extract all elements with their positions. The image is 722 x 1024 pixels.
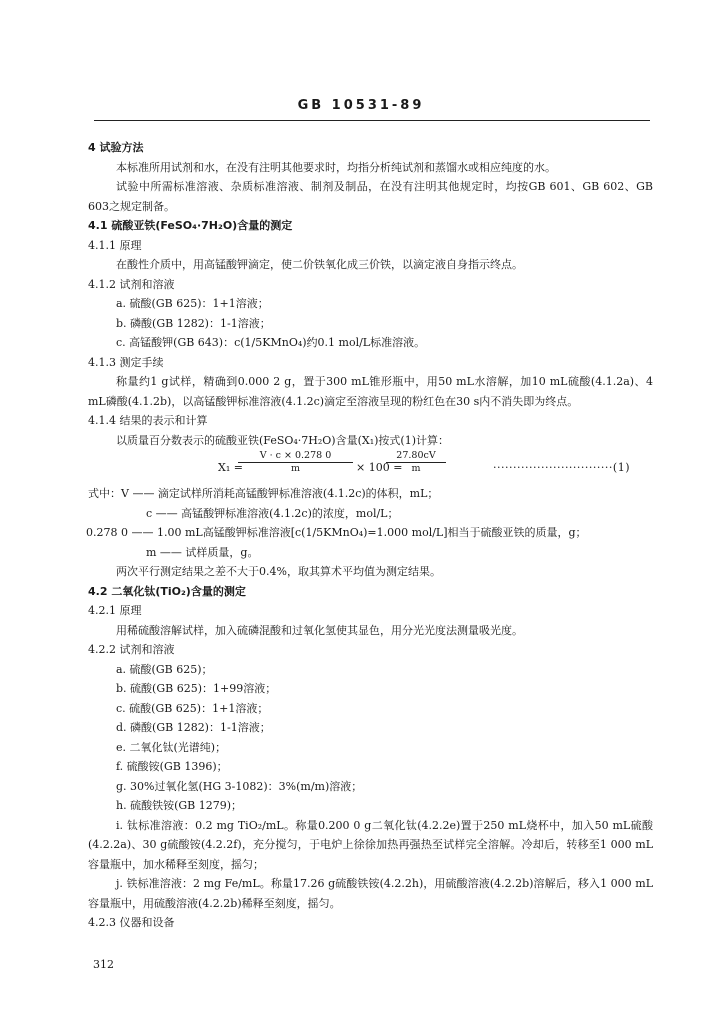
subsection-heading: 4.1.2 试剂和溶液 bbox=[88, 277, 175, 291]
list-item: i. 钛标准溶液：0.2 mg TiO₂/mL。称量0.200 0 g二氧化钛(4.2.2e)置于250 mL烧杯中，加入50 mL硫酸(4.2.2a)、30 g硫酸铵(4.2.2f)，充分搅匀，于电炉上徐徐加热再强热至试样完全溶解。冷却后，转移至1 000 mL容量瓶中，加水稀释至刻度，摇匀； bbox=[88, 818, 653, 871]
paragraph: 以质量百分数表示的硫酸亚铁(FeSO₄·7H₂O)含量(X₁)按式(1)计算： bbox=[116, 433, 450, 447]
formula-mid: × 100 = bbox=[356, 461, 403, 474]
where-line: c —— 高锰酸钾标准溶液(4.1.2c)的浓度，mol/L； bbox=[146, 506, 399, 520]
paragraph: 在酸性介质中，用高锰酸钾滴定，使二价铁氧化成三价铁，以滴定液自身指示终点。 bbox=[116, 258, 523, 271]
where-line: 式中：V —— 滴定试样所消耗高锰酸钾标准溶液(4.1.2c)的体积，mL； bbox=[88, 487, 439, 500]
paragraph: 称量约1 g试样，精确到0.000 2 g，置于300 mL锥形瓶中，用50 mL水溶解，加10 mL硫酸(4.1.2a)、4 mL磷酸(4.1.2b)，以高锰酸钾标准溶液(4.1.2c)滴定至溶液呈现的粉红色在30 s内不消失即为终点。 bbox=[88, 375, 653, 408]
subsection-heading: 4.2.2 试剂和溶液 bbox=[88, 643, 175, 656]
list-item: j. 铁标准溶液：2 mg Fe/mL。称量17.26 g硫酸铁铵(4.2.2h)，用硫酸溶液(4.2.2b)溶解后，移入1 000 mL容量瓶中，用硫酸溶液(4.2.2b)稀释至刻度，摇匀。 bbox=[88, 877, 653, 910]
formula bbox=[88, 450, 653, 484]
formula-tag: ······························(1) bbox=[493, 461, 630, 474]
paragraph: 用稀硫酸溶解试样，加入硫磷混酸和过氧化氢使其显色，用分光光度法测量吸光度。 bbox=[116, 623, 523, 637]
where-line: 0.278 0 —— 1.00 mL高锰酸钾标准溶液[c(1/5KMnO₄)=1.000 mol/L]相当于硫酸亚铁的质量，g； bbox=[86, 526, 587, 539]
list-item: a. 硫酸(GB 625)； bbox=[116, 662, 213, 676]
list-item: e. 二氧化钛(光谱纯)； bbox=[116, 740, 227, 754]
paragraph: 两次平行测定结果之差不大于0.4%，取其算术平均值为测定结果。 bbox=[116, 565, 441, 578]
list-item: g. 30%过氧化氢(HG 3-1082)：3%(m/m)溶液； bbox=[116, 779, 363, 793]
formula-denominator: m bbox=[290, 463, 300, 474]
subsection-heading: 4.2.1 原理 bbox=[88, 604, 142, 617]
subsection-heading: 4.1.4 结果的表示和计算 bbox=[88, 414, 208, 427]
section-heading-4: 4 试验方法 bbox=[88, 141, 144, 154]
section-heading-4-1: 4.1 硫酸亚铁(FeSO₄·7H₂O)含量的测定 bbox=[88, 219, 293, 232]
list-item: b. 磷酸(GB 1282)：1-1溶液； bbox=[116, 316, 271, 330]
list-item: c. 高锰酸钾(GB 643)：c(1/5KMnO₄)约0.1 mol/L标准溶液。 bbox=[116, 336, 426, 349]
formula-numerator: V · c × 0.278 0 bbox=[238, 450, 353, 463]
formula-lhs: X₁ = bbox=[218, 461, 243, 474]
formula-fraction-1 bbox=[238, 450, 353, 475]
list-item: f. 硫酸铵(GB 1396)； bbox=[116, 760, 228, 773]
formula-fraction-2 bbox=[386, 450, 446, 475]
list-item: a. 硫酸(GB 625)：1+1溶液； bbox=[116, 297, 269, 310]
subsection-heading: 4.1.1 原理 bbox=[88, 238, 142, 252]
list-item: h. 硫酸铁铵(GB 1279)； bbox=[116, 799, 243, 812]
where-line: m —— 试样质量，g。 bbox=[146, 545, 259, 559]
document-body bbox=[88, 138, 653, 933]
list-item: c. 硫酸(GB 625)：1+1溶液； bbox=[116, 701, 269, 715]
paragraph: 试验中所需标准溶液、杂质标准溶液、制剂及制品，在没有注明其他规定时，均按GB 601、GB 602、GB 603之规定制备。 bbox=[88, 180, 653, 213]
list-item: d. 磷酸(GB 1282)：1-1溶液； bbox=[116, 721, 271, 734]
list-item: b. 硫酸(GB 625)：1+99溶液； bbox=[116, 682, 277, 695]
page-header: GB 10531-89 bbox=[297, 98, 425, 113]
header-rule bbox=[94, 120, 650, 121]
page-number: 312 bbox=[93, 958, 114, 971]
subsection-heading: 4.1.3 测定手续 bbox=[88, 355, 164, 369]
formula-denominator: m bbox=[411, 463, 421, 474]
paragraph: 本标准所用试剂和水，在没有注明其他要求时，均指分析纯试剂和蒸馏水或相应纯度的水。 bbox=[116, 160, 556, 174]
subsection-heading: 4.2.3 仪器和设备 bbox=[88, 916, 175, 929]
formula-numerator: 27.80cV bbox=[386, 450, 446, 463]
section-heading-4-2: 4.2 二氧化钛(TiO₂)含量的测定 bbox=[88, 584, 246, 598]
